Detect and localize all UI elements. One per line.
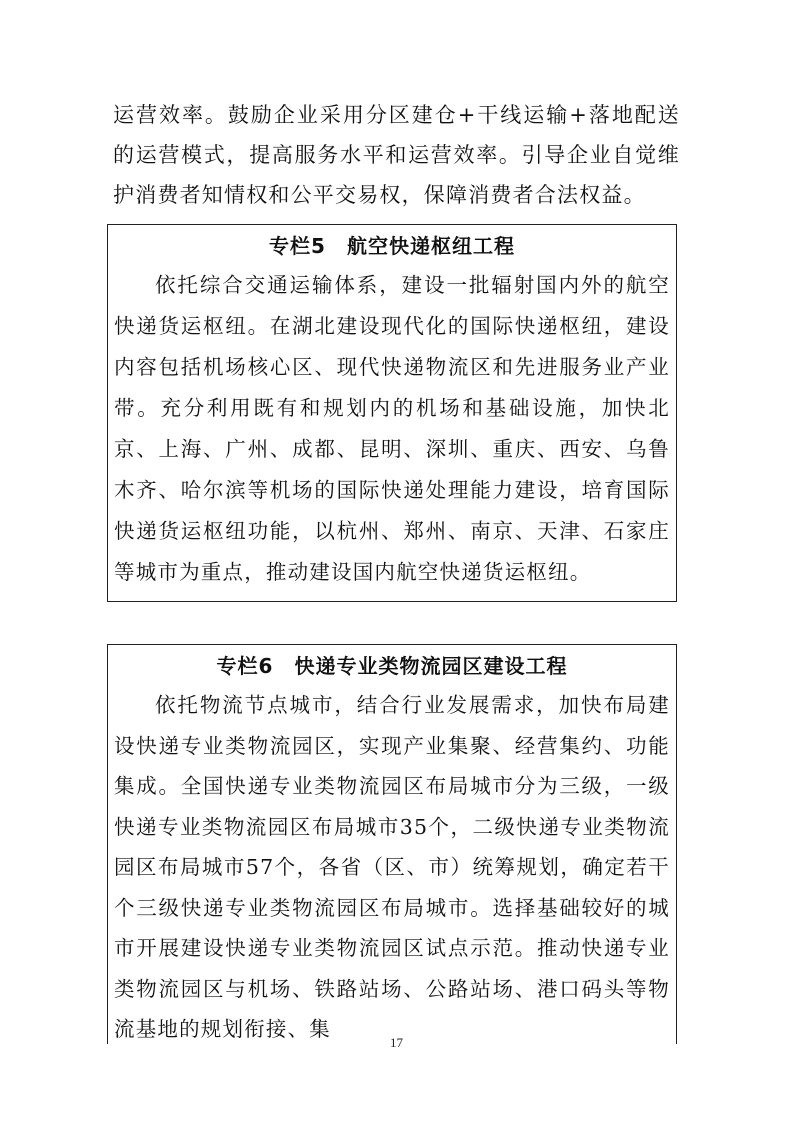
column-box-5-title: 专栏5 航空快递枢纽工程 [269,234,515,258]
column-box-6-body: 依托物流节点城市，结合行业发展需求，加快布局建设快递专业类物流园区，实现产业集聚、经营集约、功能集成。全国快递专业类物流园区布局城市分为三级，一级快递专业类物流园区布局城市35个，二级快递专业类物流园区布局城市57个，各省（区、市）统筹规划，确定若干个三级快递专业类物流园区布局城市。选择基础较好的城市开展建设快递专业类物流园区试点示范。推动快递专业类物流园区与机场、铁路站场、公路站场、港口码头等物流基地的规划衔接、集 [114,693,670,1041]
column-box-5-body: 依托综合交通运输体系，建设一批辐射国内外的航空快递货运枢纽。在湖北建设现代化的国际快递枢纽，建设内容包括机场核心区、现代快递物流区和先进服务业产业带。充分利用既有和规划内的机场和基础设施，加快北京、上海、广州、成都、昆明、深圳、重庆、西安、乌鲁木齐、哈尔滨等机场的国际快递处理能力建设，培育国际快递货运枢纽功能，以杭州、郑州、南京、天津、石家庄等城市为重点，推动建设国内航空快递货运枢纽。 [114,273,670,584]
column-box-6 [107,644,677,1044]
intro-paragraph: 运营效率。鼓励企业采用分区建仓+干线运输+落地配送的运营模式，提高服务水平和运营效率。引导企业自觉维护消费者知情权和公平交易权，保障消费者合法权益。 [113,103,680,207]
column-box-5 [107,224,677,602]
page-number: 17 [390,1035,403,1050]
column-box-6-title: 专栏6 快递专业类物流园区建设工程 [216,654,568,678]
